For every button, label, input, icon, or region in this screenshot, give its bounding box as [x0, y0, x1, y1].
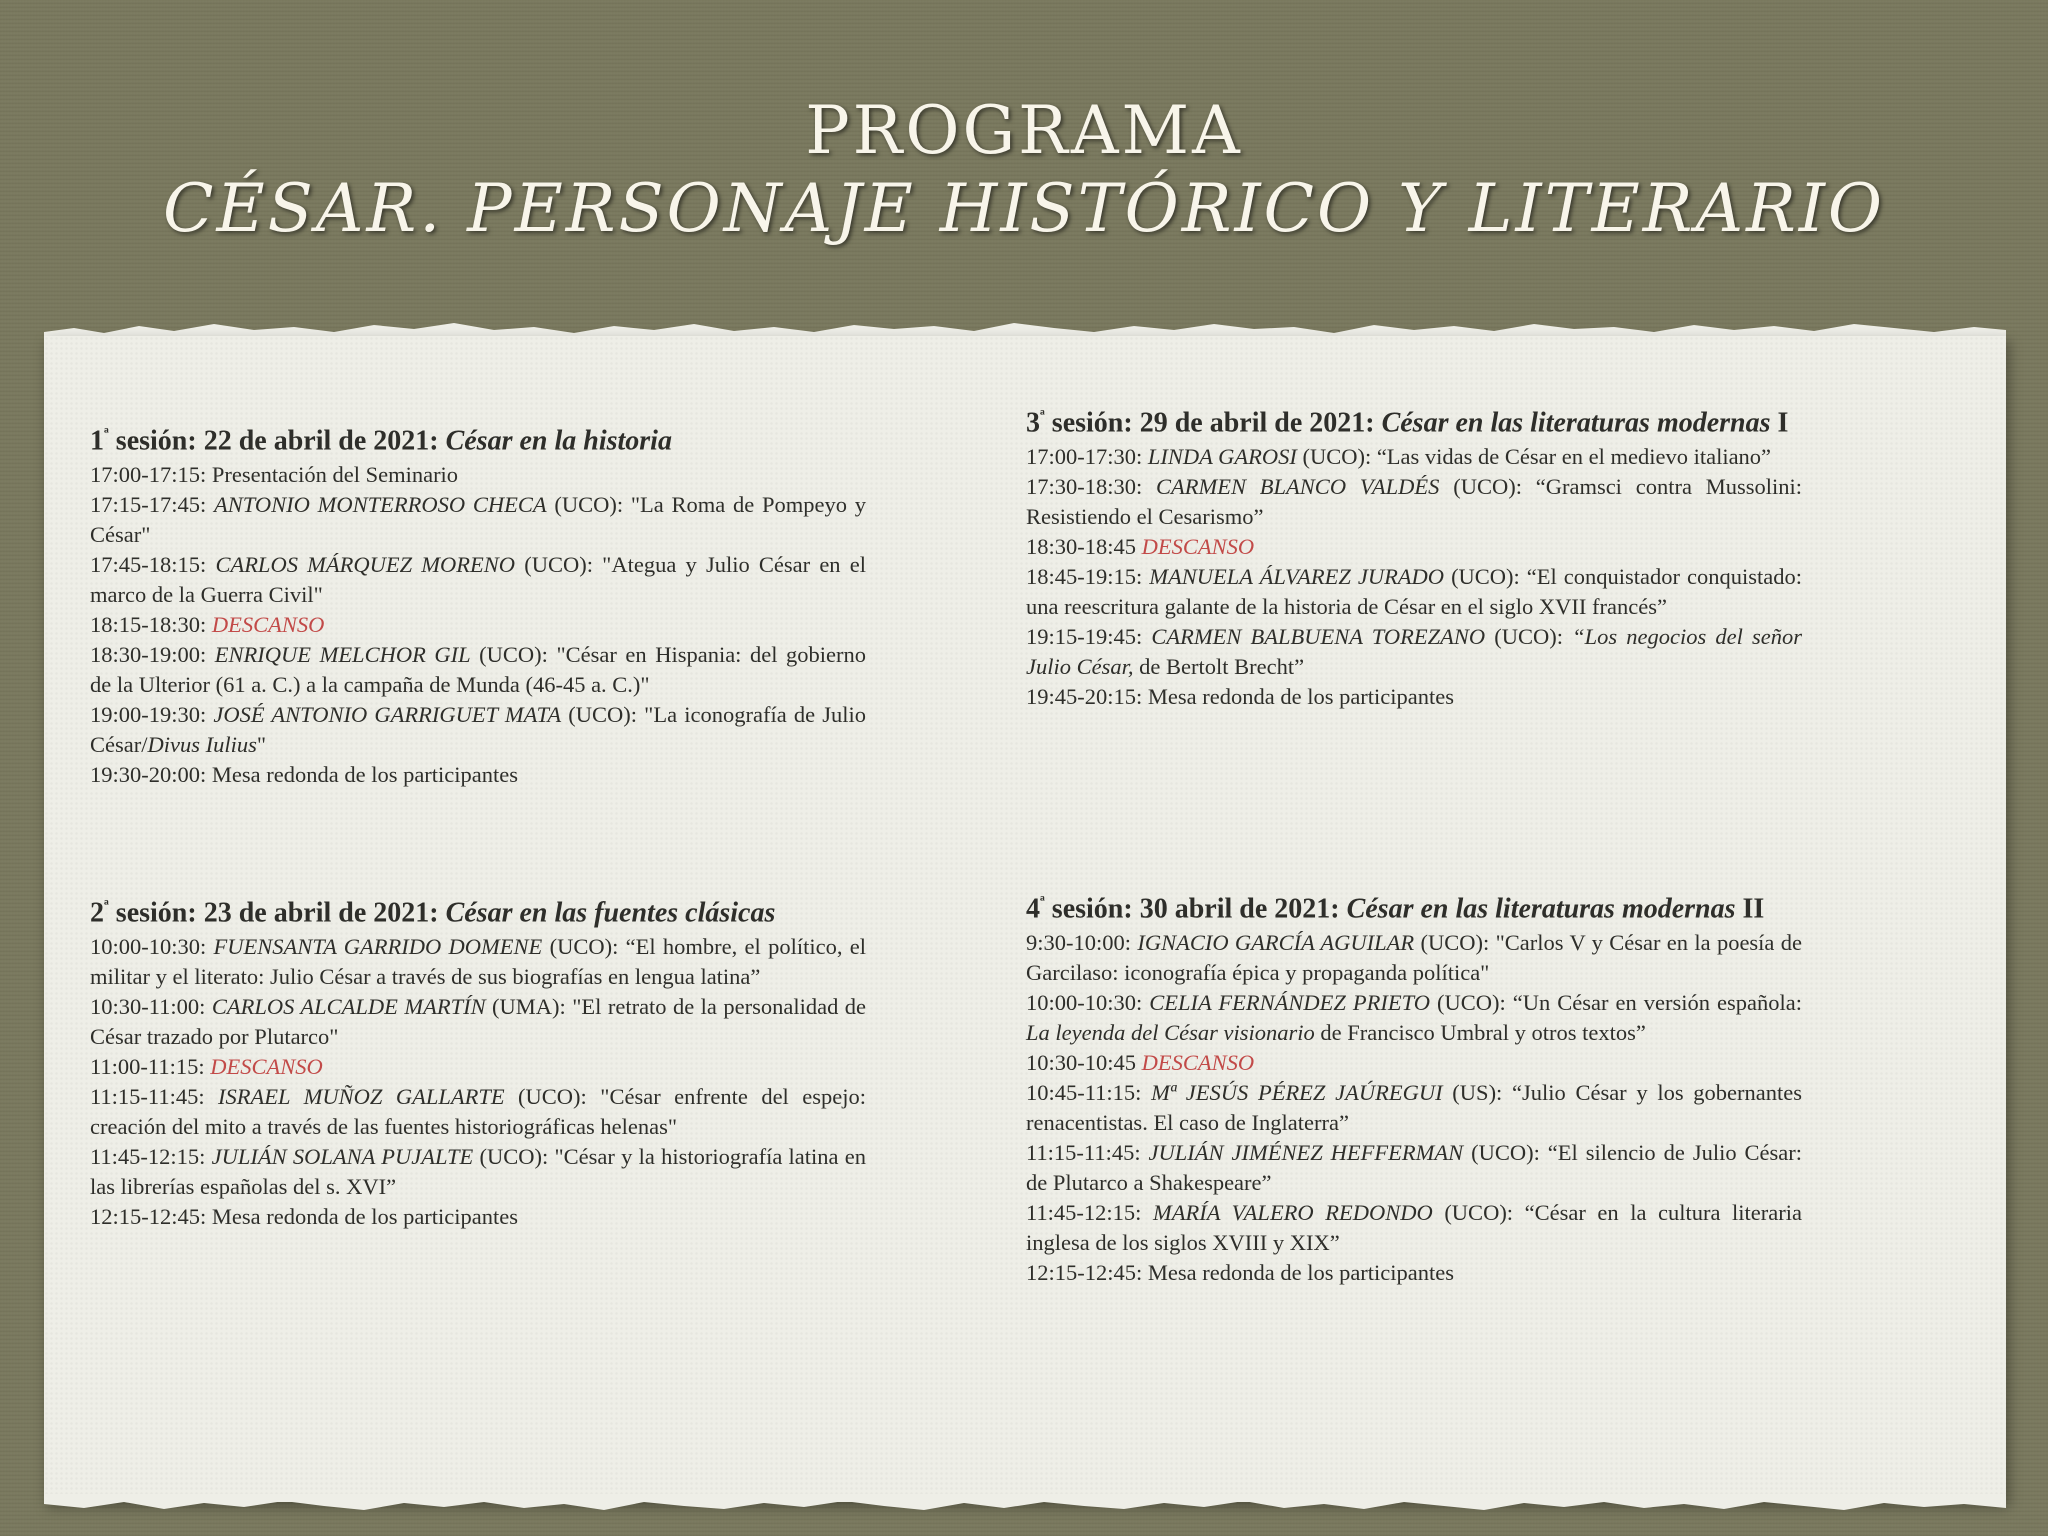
session-heading: $2^ª$ sesión: 23 de abril de 2021: César en las fuentes clásicas — [90, 897, 776, 929]
list-item: 17:45-18:15: CARLOS MÁRQUEZ MORENO (UCO): "Ategua y Julio César en el marco de la Guerra Civil" — [90, 552, 866, 608]
session-4 — [1026, 884, 1802, 1288]
torn-paper-bottom-edge — [44, 1494, 2006, 1518]
session-2 — [90, 888, 866, 1232]
list-item: 12:15-12:45: Mesa redonda de los participantes — [90, 1204, 519, 1230]
session-1 — [90, 416, 866, 790]
list-item: 19:15-19:45: CARMEN BALBUENA TOREZANO (UCO): “Los negocios del señor Julio César, de Bertolt Brecht” — [1026, 624, 1803, 680]
list-item: 10:00-10:30: FUENSANTA GARRIDO DOMENE (UCO): “El hombre, el político, el militar y el literato: Julio César a través de sus biografías en lengua latina” — [90, 934, 866, 990]
list-item: 17:00-17:30: LINDA GAROSI (UCO): “Las vidas de César en el medievo italiano” — [1026, 444, 1772, 470]
list-item: 11:00-11:15: DESCANSO — [90, 1054, 323, 1080]
paper-sheet — [44, 336, 2006, 1502]
list-item: 10:30-11:00: CARLOS ALCALDE MARTÍN (UMA): "El retrato de la personalidad de César trazado por Plutarco" — [90, 994, 866, 1050]
session-heading: $1^ª$ sesión: 22 de abril de 2021: César en la historia — [90, 425, 672, 457]
session-3 — [1026, 398, 1802, 712]
title-subject: CÉSAR. PERSONAJE HISTÓRICO Y LITERARIO — [162, 170, 1886, 247]
list-item: 11:45-12:15: JULIÁN SOLANA PUJALTE (UCO): "César y la historiografía latina en las librerías españolas del s. XVI” — [90, 1144, 866, 1200]
list-item: 19:45-20:15: Mesa redonda de los participantes — [1026, 684, 1455, 710]
title-programa: PROGRAMA — [805, 92, 1243, 169]
list-item: 17:15-17:45: ANTONIO MONTERROSO CHECA (UCO): "La Roma de Pompeyo y César" — [90, 492, 866, 548]
list-item: 18:30-19:00: ENRIQUE MELCHOR GIL (UCO): "César en Hispania: del gobierno de la Ulterior (61 a. C.) a la campaña de Munda (46-45 a. C.)" — [90, 642, 866, 698]
list-item: 10:30-10:45 DESCANSO — [1026, 1050, 1255, 1076]
list-item: 11:15-11:45: JULIÁN JIMÉNEZ HEFFERMAN (UCO): “El silencio de Julio César: de Plutarco a Shakespeare” — [1026, 1140, 1803, 1196]
session-heading: $3^ª$ sesión: 29 de abril de 2021: César en las literaturas modernas I — [1026, 407, 1789, 439]
list-item: 17:00-17:15: Presentación del Seminario — [90, 462, 459, 488]
list-item: 11:15-11:45: ISRAEL MUÑOZ GALLARTE (UCO): "César enfrente del espejo: creación del mito a través de las fuentes historiográficas helenas" — [90, 1084, 866, 1140]
list-item: 17:30-18:30: CARMEN BLANCO VALDÉS (UCO): “Gramsci contra Mussolini: Resistiendo el Cesarismo” — [1026, 474, 1802, 530]
list-item: 12:15-12:45: Mesa redonda de los participantes — [1026, 1260, 1455, 1286]
list-item: 19:00-19:30: JOSÉ ANTONIO GARRIGUET MATA (UCO): "La iconografía de Julio César/Divus Iulius" — [90, 702, 866, 758]
list-item: 10:00-10:30: CELIA FERNÁNDEZ PRIETO (UCO): “Un César en versión española: La leyenda del César visionario de Francisco Umbral y otros textos” — [1026, 990, 1802, 1046]
list-item: 10:45-11:15: Mª JESÚS PÉREZ JAÚREGUI (US): “Julio César y los gobernantes renacentistas. El caso de Inglaterra” — [1026, 1080, 1802, 1136]
session-heading: $4^ª$ sesión: 30 abril de 2021: César en las literaturas modernas II — [1026, 893, 1765, 925]
list-item: 18:45-19:15: MANUELA ÁLVAREZ JURADO (UCO): “El conquistador conquistado: una reescritura galante de la historia de César en el siglo XVII francés” — [1026, 564, 1802, 620]
list-item: 11:45-12:15: MARÍA VALERO REDONDO (UCO): “César en la cultura literaria inglesa de los siglos XVIII y XIX” — [1026, 1200, 1802, 1256]
list-item: 9:30-10:00: IGNACIO GARCÍA AGUILAR (UCO): "Carlos V y César en la poesía de Garcilaso: iconografía épica y propaganda política" — [1026, 930, 1802, 986]
list-item: 18:30-18:45 DESCANSO — [1026, 534, 1255, 560]
break-label: DESCANSO — [210, 1054, 323, 1080]
break-label: DESCANSO — [211, 612, 325, 638]
break-label: DESCANSO — [1141, 534, 1255, 560]
page-title — [0, 92, 2048, 248]
break-label: DESCANSO — [1141, 1050, 1255, 1076]
list-item: 19:30-20:00: Mesa redonda de los participantes — [90, 762, 519, 788]
list-item: 18:15-18:30: DESCANSO — [90, 612, 325, 638]
